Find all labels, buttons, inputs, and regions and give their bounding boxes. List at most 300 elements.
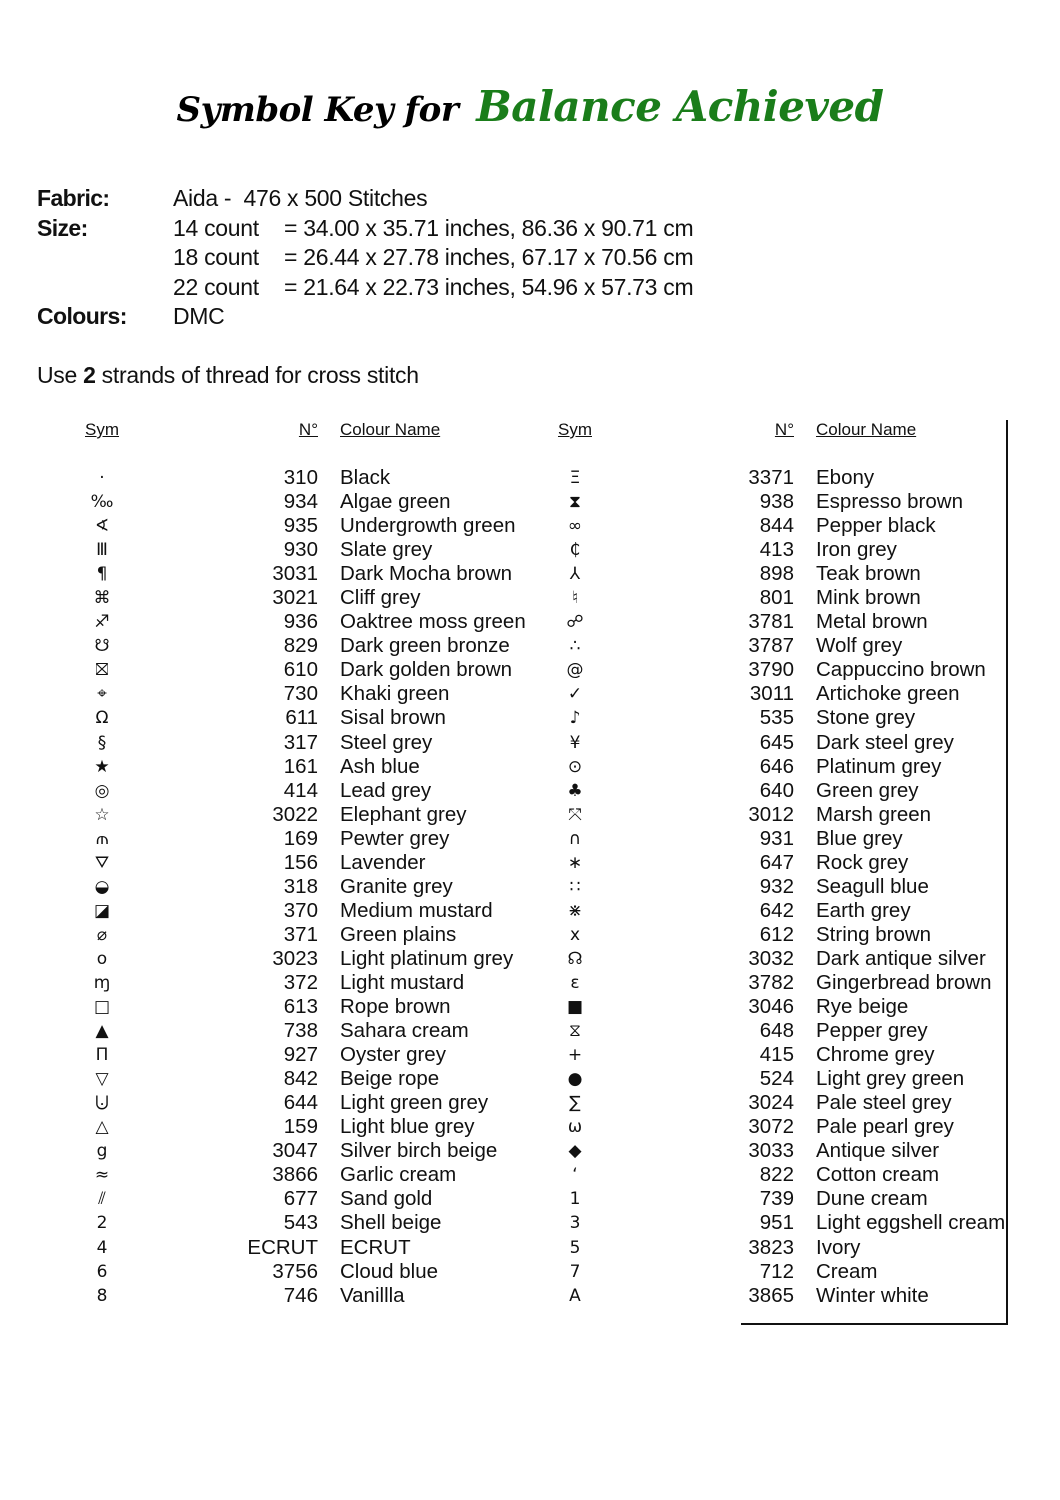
table-row bbox=[545, 923, 1005, 947]
table-row bbox=[545, 610, 1005, 634]
dmc-number: 927 bbox=[283, 1043, 318, 1067]
dmc-number: 938 bbox=[759, 490, 794, 514]
size-count: 18 count bbox=[173, 244, 259, 270]
colour-name: Dark antique silver bbox=[816, 946, 986, 970]
dmc-number: 640 bbox=[759, 778, 794, 802]
dmc-number: 677 bbox=[283, 1187, 318, 1211]
fabric-row bbox=[37, 184, 693, 214]
table-row bbox=[545, 538, 1005, 562]
dmc-number: 935 bbox=[283, 514, 318, 538]
symbol-glyph-icon: ◆ bbox=[568, 1141, 582, 1162]
colour-name: Cliff grey bbox=[340, 586, 421, 610]
colour-name: Earth grey bbox=[816, 898, 911, 922]
colour-name: Antique silver bbox=[816, 1139, 940, 1163]
colour-name: Oyster grey bbox=[340, 1043, 446, 1067]
dmc-number: 156 bbox=[283, 850, 318, 874]
dmc-number: ECRUT bbox=[247, 1235, 318, 1259]
dmc-number: 822 bbox=[759, 1163, 794, 1187]
strands-instruction: Use 2 strands of thread for cross stitch bbox=[37, 362, 419, 388]
table-row bbox=[72, 947, 526, 971]
table-row bbox=[545, 514, 1005, 538]
colour-name: Sisal brown bbox=[340, 706, 446, 730]
table-row bbox=[72, 1115, 526, 1139]
symbol-glyph-icon: 1 bbox=[569, 1189, 581, 1210]
symbol-glyph-icon: ■ bbox=[566, 997, 584, 1018]
size-dims: = 34.00 x 35.71 inches, 86.36 x 90.71 cm bbox=[284, 214, 694, 241]
dmc-number: 611 bbox=[285, 706, 318, 730]
dmc-number: 829 bbox=[283, 634, 318, 658]
table-row bbox=[72, 779, 526, 803]
border-right-line bbox=[1006, 420, 1008, 1324]
symbol-glyph-icon: ☆ bbox=[94, 804, 110, 825]
table-row bbox=[545, 899, 1005, 923]
colour-name: Light mustard bbox=[340, 971, 465, 994]
colour-name: Cotton cream bbox=[816, 1163, 940, 1187]
fabric-label: Fabric: bbox=[37, 185, 110, 211]
symbol-key-right bbox=[545, 418, 1005, 1308]
colour-name: Cream bbox=[816, 1259, 878, 1283]
colour-name: Stone grey bbox=[816, 706, 916, 730]
symbol-glyph-icon: ⫙ bbox=[96, 828, 108, 849]
table-row bbox=[72, 1067, 526, 1091]
colour-name: Oaktree moss green bbox=[340, 610, 526, 634]
colour-name: Pale pearl grey bbox=[816, 1115, 954, 1139]
symbol-glyph-icon: ₵ bbox=[569, 540, 581, 561]
dmc-number: 3866 bbox=[272, 1163, 318, 1187]
dmc-number: 844 bbox=[759, 514, 794, 538]
dmc-number: 371 bbox=[283, 922, 318, 946]
table-row bbox=[545, 586, 1005, 610]
dmc-number: 372 bbox=[283, 971, 318, 994]
table-row bbox=[72, 1187, 526, 1211]
dmc-number: 3033 bbox=[748, 1139, 794, 1163]
dmc-number: 310 bbox=[283, 466, 318, 490]
size-row bbox=[37, 243, 693, 273]
table-row bbox=[545, 1187, 1005, 1211]
symbol-glyph-icon: □ bbox=[93, 997, 111, 1018]
symbol-glyph-icon: ¥ bbox=[569, 732, 581, 753]
colours-value: DMC bbox=[173, 303, 225, 329]
colour-name: Granite grey bbox=[340, 874, 453, 898]
symbol-glyph-icon: ⛛ bbox=[94, 852, 110, 873]
colour-name: Gingerbread brown bbox=[816, 971, 992, 994]
colour-name: Dark steel grey bbox=[816, 730, 954, 754]
dmc-number: 3756 bbox=[272, 1259, 318, 1283]
table-row bbox=[545, 995, 1005, 1019]
table-row bbox=[545, 706, 1005, 730]
dmc-number: 414 bbox=[283, 778, 318, 802]
table-row bbox=[545, 1260, 1005, 1284]
dmc-number: 898 bbox=[759, 562, 794, 586]
dmc-number: 415 bbox=[759, 1043, 794, 1067]
symbol-glyph-icon: ∩ bbox=[568, 828, 582, 849]
colour-name: Black bbox=[340, 466, 391, 490]
symbol-glyph-icon: ☊ bbox=[567, 948, 583, 969]
dmc-number: 712 bbox=[759, 1259, 794, 1283]
table-row bbox=[72, 634, 526, 658]
table-row bbox=[545, 1211, 1005, 1235]
colour-name: Marsh green bbox=[816, 802, 932, 826]
colour-name: Slate grey bbox=[340, 538, 433, 562]
table-row bbox=[545, 875, 1005, 899]
symbol-glyph-icon: 7 bbox=[569, 1261, 581, 1282]
symbol-glyph-icon: ⌖ bbox=[97, 684, 107, 705]
symbol-glyph-icon: ⌘ bbox=[93, 588, 111, 609]
colour-name: Green plains bbox=[340, 922, 457, 946]
colour-name: ECRUT bbox=[340, 1235, 411, 1259]
colour-name: Dark golden brown bbox=[340, 658, 513, 682]
dmc-number: 317 bbox=[283, 730, 318, 754]
colour-name: Lavender bbox=[340, 850, 426, 874]
symbol-glyph-icon: ‘ bbox=[572, 1165, 578, 1186]
table-row bbox=[545, 466, 1005, 490]
table-header bbox=[72, 418, 526, 466]
symbol-glyph-icon: ⫽ bbox=[98, 1189, 106, 1210]
table-row bbox=[72, 1284, 526, 1308]
symbol-glyph-icon: ☋ bbox=[94, 636, 110, 657]
colour-name: Chrome grey bbox=[816, 1043, 935, 1067]
symbol-glyph-icon: ⨃ bbox=[95, 1093, 109, 1114]
colour-name: Ebony bbox=[816, 466, 875, 490]
colours-label: Colours: bbox=[37, 303, 127, 329]
dmc-number: 3790 bbox=[748, 658, 794, 682]
colour-name: Artichoke green bbox=[816, 682, 960, 706]
dmc-number: 746 bbox=[283, 1283, 318, 1307]
symbol-glyph-icon: ⊙ bbox=[567, 756, 583, 777]
colour-name: Seagull blue bbox=[816, 874, 929, 898]
symbol-glyph-icon: ∢ bbox=[94, 516, 110, 537]
table-row bbox=[545, 1163, 1005, 1187]
table-row bbox=[72, 514, 526, 538]
dmc-number: 3011 bbox=[749, 682, 794, 706]
colour-name: Ash blue bbox=[340, 754, 420, 778]
symbol-glyph-icon: ☍ bbox=[566, 612, 584, 633]
colour-name: Green grey bbox=[816, 778, 919, 802]
symbol-glyph-icon: ≈ bbox=[94, 1165, 110, 1186]
symbol-glyph-icon: 2 bbox=[96, 1213, 108, 1234]
dmc-number: 543 bbox=[283, 1211, 318, 1235]
colour-name: Pale steel grey bbox=[816, 1091, 952, 1115]
table-row bbox=[545, 1284, 1005, 1308]
dmc-number: 3022 bbox=[272, 802, 318, 826]
symbol-glyph-icon: ♮ bbox=[571, 588, 579, 609]
symbol-glyph-icon: ◪ bbox=[93, 900, 111, 921]
symbol-glyph-icon: ⌀ bbox=[96, 924, 108, 945]
symbol-glyph-icon: ɱ bbox=[93, 973, 111, 993]
colour-name: Pepper black bbox=[816, 514, 936, 538]
dmc-number: 647 bbox=[759, 850, 794, 874]
colour-name: Espresso brown bbox=[816, 490, 963, 514]
table-row bbox=[72, 923, 526, 947]
symbol-glyph-icon: ∴ bbox=[569, 636, 581, 657]
dmc-number: 318 bbox=[283, 874, 318, 898]
dmc-number: 3781 bbox=[748, 610, 794, 634]
table-row bbox=[72, 1260, 526, 1284]
colour-name: Elephant grey bbox=[340, 802, 467, 826]
table-row bbox=[72, 538, 526, 562]
colour-name: Shell beige bbox=[340, 1211, 442, 1235]
table-row bbox=[545, 1043, 1005, 1067]
colour-name: Algae green bbox=[340, 490, 451, 514]
colours-row bbox=[37, 302, 693, 332]
colour-name: Sahara cream bbox=[340, 1019, 469, 1043]
header-name: Colour Name bbox=[816, 420, 917, 439]
dmc-number: 936 bbox=[283, 610, 318, 634]
table-row bbox=[72, 971, 526, 995]
dmc-number: 3782 bbox=[748, 971, 794, 994]
colour-name: Sand gold bbox=[340, 1187, 433, 1211]
table-row bbox=[72, 562, 526, 586]
colour-name: Light green grey bbox=[340, 1091, 489, 1115]
strand-count: 2 bbox=[83, 362, 96, 388]
table-row bbox=[545, 827, 1005, 851]
fabric-value: Aida - 476 x 500 Stitches bbox=[173, 185, 428, 211]
symbol-glyph-icon: Π bbox=[95, 1045, 109, 1066]
symbol-glyph-icon: ω bbox=[567, 1117, 583, 1138]
colour-name: Metal brown bbox=[816, 610, 928, 634]
symbol-glyph-icon: ⤧ bbox=[568, 804, 582, 825]
dmc-number: 645 bbox=[759, 730, 794, 754]
symbol-glyph-icon: ⛝ bbox=[95, 660, 109, 681]
dmc-number: 3047 bbox=[272, 1139, 318, 1163]
table-row bbox=[72, 1211, 526, 1235]
colour-name: Cloud blue bbox=[340, 1259, 439, 1283]
dmc-number: 3021 bbox=[272, 586, 318, 610]
symbol-glyph-icon: ♣ bbox=[567, 780, 583, 801]
table-row bbox=[72, 731, 526, 755]
dmc-number: 642 bbox=[759, 898, 794, 922]
table-row bbox=[72, 610, 526, 634]
size-dims: = 26.44 x 27.78 inches, 67.17 x 70.56 cm bbox=[284, 244, 694, 270]
table-row bbox=[72, 1236, 526, 1260]
colour-name: Wolf grey bbox=[816, 634, 903, 658]
dmc-number: 3032 bbox=[748, 946, 794, 970]
header-num: N° bbox=[298, 420, 318, 439]
symbol-glyph-icon: 6 bbox=[96, 1261, 108, 1282]
colour-name: Pewter grey bbox=[340, 826, 450, 850]
symbol-glyph-icon: Ⅲ bbox=[96, 540, 108, 561]
table-row bbox=[72, 490, 526, 514]
dmc-number: 3371 bbox=[748, 466, 794, 490]
symbol-glyph-icon: ♐ bbox=[94, 612, 110, 633]
colour-name: Winter white bbox=[816, 1283, 929, 1307]
dmc-number: 613 bbox=[283, 995, 318, 1019]
dmc-number: 648 bbox=[759, 1019, 794, 1043]
symbol-glyph-icon: ∗ bbox=[567, 852, 583, 873]
symbol-glyph-icon: ● bbox=[567, 1069, 583, 1090]
table-row bbox=[545, 1019, 1005, 1043]
pattern-name: Balance Achieved bbox=[476, 82, 884, 131]
symbol-glyph-icon: 3 bbox=[569, 1213, 581, 1234]
symbol-glyph-icon: ∷ bbox=[569, 876, 581, 897]
symbol-glyph-icon: ∑ bbox=[569, 1093, 581, 1114]
dmc-number: 738 bbox=[283, 1019, 318, 1043]
symbol-glyph-icon: △ bbox=[95, 1117, 109, 1138]
symbol-glyph-icon: ε bbox=[570, 973, 580, 993]
colour-name: Rye beige bbox=[816, 995, 909, 1019]
symbol-glyph-icon: @ bbox=[566, 660, 584, 681]
table-row bbox=[72, 851, 526, 875]
colour-name: Light eggshell cream bbox=[816, 1211, 1006, 1235]
size-dims: = 21.64 x 22.73 inches, 54.96 x 57.73 cm bbox=[284, 273, 694, 300]
table-row bbox=[545, 490, 1005, 514]
table-row bbox=[72, 1019, 526, 1043]
colour-name: Beige rope bbox=[340, 1067, 440, 1091]
colour-name: Pepper grey bbox=[816, 1019, 928, 1043]
table-row bbox=[72, 1043, 526, 1067]
dmc-number: 932 bbox=[759, 874, 794, 898]
table-row bbox=[545, 803, 1005, 827]
table-row bbox=[545, 779, 1005, 803]
symbol-glyph-icon: ¶ bbox=[96, 564, 108, 585]
table-row bbox=[545, 562, 1005, 586]
table-row bbox=[72, 899, 526, 923]
symbol-glyph-icon: 8 bbox=[96, 1285, 108, 1306]
table-row bbox=[545, 947, 1005, 971]
table-row bbox=[545, 851, 1005, 875]
dmc-number: 3072 bbox=[748, 1115, 794, 1139]
dmc-number: 934 bbox=[283, 490, 318, 514]
symbol-glyph-icon: ◎ bbox=[94, 780, 110, 801]
dmc-number: 3024 bbox=[748, 1091, 794, 1115]
dmc-number: 159 bbox=[283, 1115, 318, 1139]
dmc-number: 370 bbox=[283, 898, 318, 922]
border-bottom-line bbox=[741, 1323, 1008, 1325]
dmc-number: 930 bbox=[283, 538, 318, 562]
table-row bbox=[545, 1115, 1005, 1139]
dmc-number: 951 bbox=[759, 1211, 794, 1235]
colour-name: Blue grey bbox=[816, 826, 903, 850]
dmc-number: 3023 bbox=[272, 946, 318, 970]
dmc-number: 3823 bbox=[748, 1235, 794, 1259]
table-row bbox=[72, 658, 526, 682]
colour-name: Steel grey bbox=[340, 730, 433, 754]
table-row bbox=[72, 803, 526, 827]
symbol-glyph-icon: ▲ bbox=[95, 1021, 109, 1042]
dmc-number: 644 bbox=[283, 1091, 318, 1115]
dmc-number: 931 bbox=[759, 826, 794, 850]
colour-name: Teak brown bbox=[816, 562, 921, 586]
symbol-glyph-icon: ⋇ bbox=[567, 900, 583, 921]
dmc-number: 612 bbox=[759, 922, 794, 946]
colour-name: Ivory bbox=[816, 1235, 861, 1259]
dmc-number: 730 bbox=[283, 682, 318, 706]
symbol-glyph-icon: 5 bbox=[569, 1237, 581, 1258]
symbol-glyph-icon: ✓ bbox=[567, 684, 583, 705]
colour-name: Platinum grey bbox=[816, 754, 942, 778]
title-prefix: Symbol Key for bbox=[176, 90, 459, 130]
table-row bbox=[72, 682, 526, 706]
dmc-number: 535 bbox=[759, 706, 794, 730]
table-row bbox=[545, 1091, 1005, 1115]
dmc-number: 842 bbox=[283, 1067, 318, 1091]
colour-name: Cappuccino brown bbox=[816, 658, 986, 682]
size-count: 14 count bbox=[173, 214, 259, 241]
header-name: Colour Name bbox=[340, 420, 441, 439]
symbol-glyph-icon: x bbox=[569, 924, 581, 945]
page-title bbox=[0, 82, 1060, 131]
symbol-glyph-icon: ⧖ bbox=[569, 1021, 581, 1042]
symbol-glyph-icon: ⅄ bbox=[569, 564, 581, 585]
dmc-number: 3046 bbox=[748, 995, 794, 1019]
table-row bbox=[72, 1091, 526, 1115]
header-num: N° bbox=[774, 420, 794, 439]
symbol-key-left bbox=[72, 418, 526, 1308]
colour-name: Medium mustard bbox=[340, 898, 493, 922]
colour-name: Dark Mocha brown bbox=[340, 562, 513, 586]
table-header bbox=[545, 418, 1005, 466]
colour-name: Light grey green bbox=[816, 1067, 965, 1091]
symbol-glyph-icon: § bbox=[97, 732, 107, 753]
size-row bbox=[37, 273, 693, 303]
dmc-number: 3031 bbox=[272, 562, 318, 586]
pattern-info bbox=[37, 184, 693, 332]
colour-name: Lead grey bbox=[340, 778, 432, 802]
table-row bbox=[72, 1139, 526, 1163]
symbol-glyph-icon: o bbox=[96, 948, 108, 969]
dmc-number: 3012 bbox=[748, 802, 794, 826]
table-row bbox=[72, 586, 526, 610]
table-row bbox=[545, 1236, 1005, 1260]
dmc-number: 413 bbox=[759, 538, 794, 562]
dmc-number: 801 bbox=[759, 586, 794, 610]
size-count: 22 count bbox=[173, 273, 259, 300]
table-row bbox=[545, 1139, 1005, 1163]
colour-name: Khaki green bbox=[340, 682, 450, 706]
dmc-number: 646 bbox=[759, 754, 794, 778]
table-row bbox=[72, 706, 526, 730]
colour-name: Undergrowth green bbox=[340, 514, 516, 538]
colour-name: Dune cream bbox=[816, 1187, 928, 1211]
symbol-glyph-icon: A bbox=[569, 1285, 581, 1306]
colour-name: Silver birch beige bbox=[340, 1139, 498, 1163]
table-row bbox=[72, 1163, 526, 1187]
header-sym: Sym bbox=[558, 420, 592, 439]
symbol-glyph-icon: ◒ bbox=[94, 876, 110, 897]
colour-name: String brown bbox=[816, 922, 932, 946]
symbol-glyph-icon: Ξ bbox=[569, 468, 581, 489]
table-row bbox=[545, 658, 1005, 682]
symbol-glyph-icon: + bbox=[567, 1045, 583, 1066]
header-sym: Sym bbox=[85, 420, 119, 439]
symbol-glyph-icon: Ω bbox=[95, 708, 109, 729]
dmc-number: 169 bbox=[283, 826, 318, 850]
dmc-number: 739 bbox=[759, 1187, 794, 1211]
table-row bbox=[72, 875, 526, 899]
symbol-glyph-icon: 4 bbox=[96, 1237, 108, 1258]
dmc-number: 610 bbox=[283, 658, 318, 682]
table-row bbox=[545, 634, 1005, 658]
symbol-glyph-icon: ⧗ bbox=[569, 492, 581, 513]
table-row bbox=[545, 682, 1005, 706]
colour-name: Dark green bronze bbox=[340, 634, 510, 658]
colour-name: Mink brown bbox=[816, 586, 921, 610]
colour-name: Light blue grey bbox=[340, 1115, 475, 1139]
table-row bbox=[545, 731, 1005, 755]
size-row bbox=[37, 214, 693, 244]
symbol-glyph-icon: ▽ bbox=[95, 1069, 109, 1090]
colour-name: Rock grey bbox=[816, 850, 909, 874]
dmc-number: 161 bbox=[283, 754, 318, 778]
colour-name: Garlic cream bbox=[340, 1163, 457, 1187]
table-row bbox=[72, 755, 526, 779]
dmc-number: 524 bbox=[759, 1067, 794, 1091]
symbol-glyph-icon: · bbox=[99, 468, 105, 489]
size-label: Size: bbox=[37, 214, 88, 241]
colour-name: Light platinum grey bbox=[340, 946, 514, 970]
table-row bbox=[72, 827, 526, 851]
dmc-number: 3787 bbox=[748, 634, 794, 658]
